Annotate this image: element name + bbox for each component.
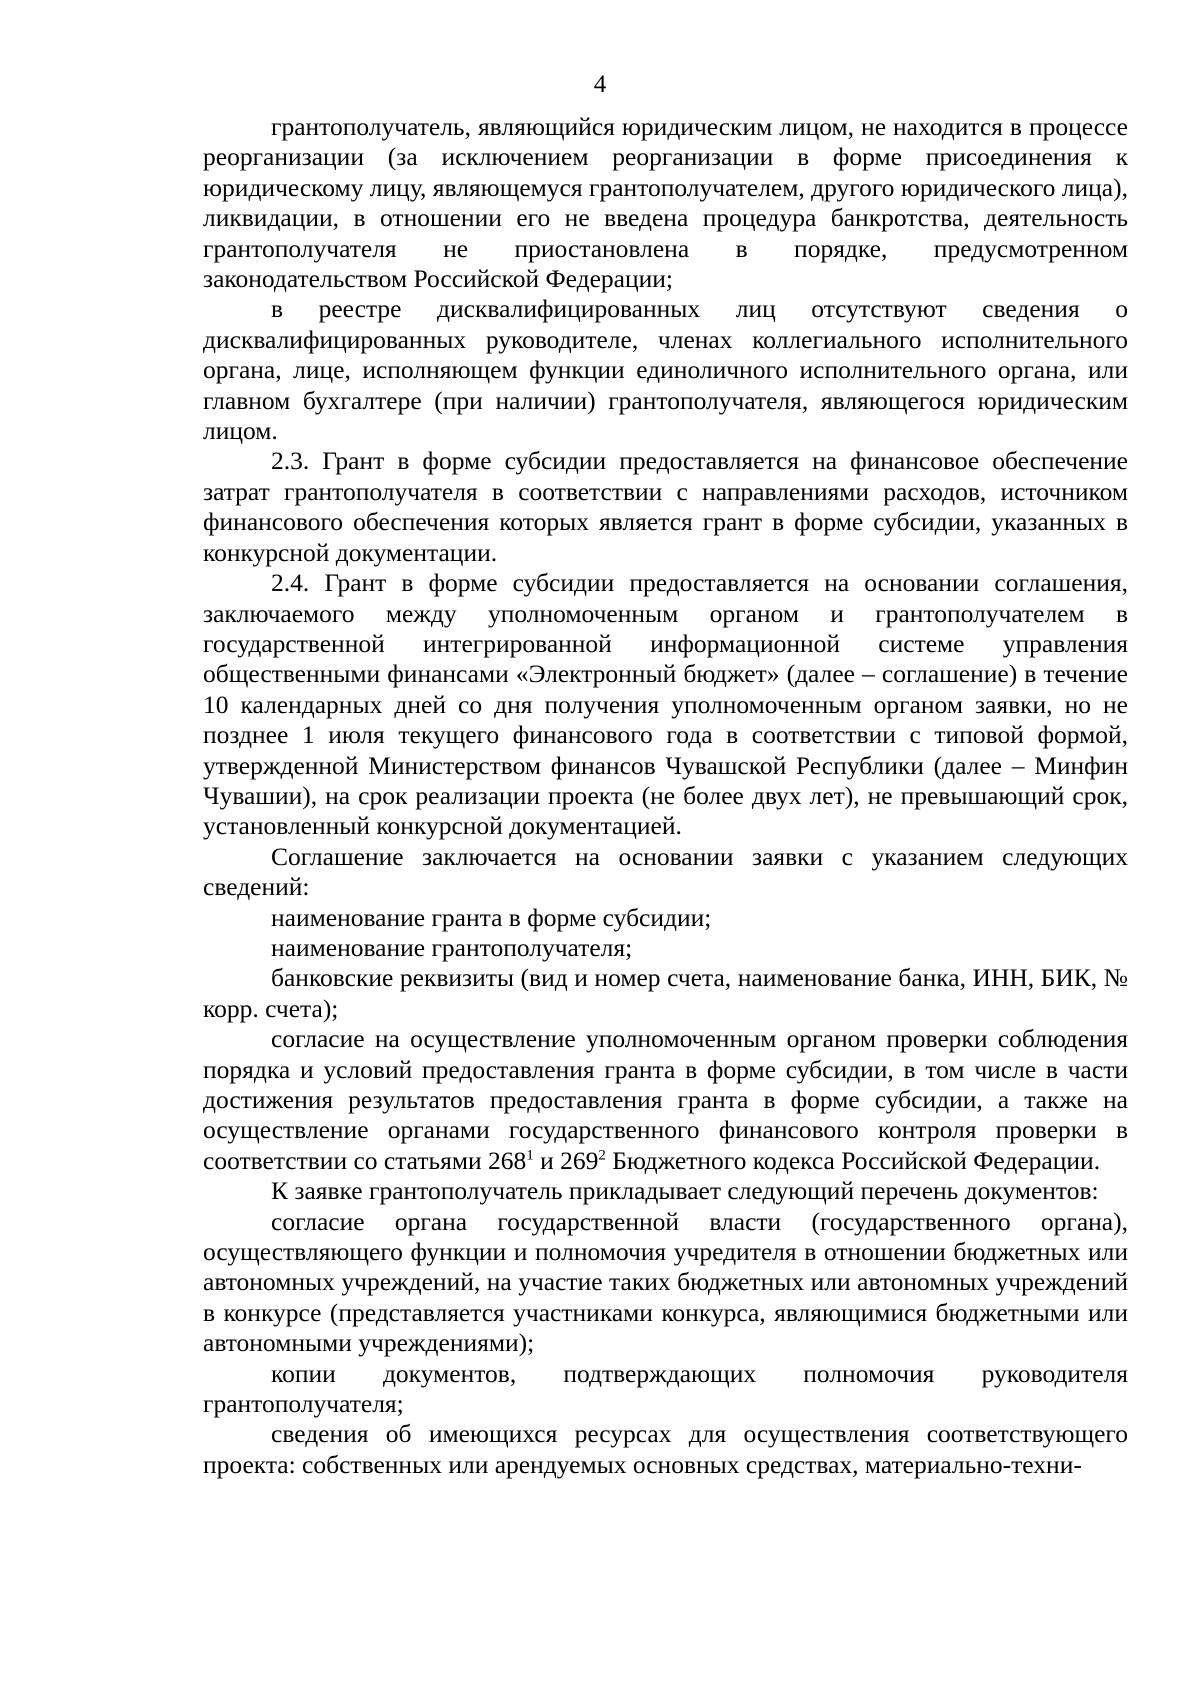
- article-269: 269: [560, 1145, 599, 1175]
- list-item-consent: [203, 1024, 1128, 1176]
- paragraph-reorganization: грантополучатель, являющийся юридическим лицом, не находится в процессе реорганизации (за исключением реорганизации в форме присоединения к юридическому лицу, являющемуся грантополучателем, другого юридического лица), ликвидации, в отношении его не введена процедура банкротства, деятельность грантополучателя не приостановлена в порядке, предусмотренном законодательством Российской Федерации;: [203, 112, 1128, 294]
- list-item-founder-consent: согласие органа государственной власти (государственного органа), осуществляющего функции и полномочия учредителя в отношении бюджетных или автономных учреждений, на участие таких бюджетных или автономных учреждений в конкурсе (представляется участниками конкурса, являющимися бюджетными или автономными учреждениями);: [203, 1206, 1128, 1358]
- paragraph-2-3: 2.3. Грант в форме субсидии предоставляется на финансовое обеспечение затрат грантополучателя в соответствии с направлениями расходов, источником финансового обеспечения которых является грант в форме субсидии, указанных в конкурсной документации.: [203, 446, 1128, 567]
- list-item-bank-details: банковские реквизиты (вид и номер счета, наименование банка, ИНН, БИК, № корр. счета);: [203, 963, 1128, 1023]
- consent-text-after: Бюджетного кодекса Российской Федерации.: [605, 1145, 1101, 1175]
- article-268-superscript: 1: [526, 1147, 534, 1164]
- list-item-authority-copies: копии документов, подтверждающих полномочия руководителя грантополучателя;: [203, 1358, 1128, 1419]
- body-text: [203, 112, 1128, 1480]
- article-269-superscript: 2: [598, 1147, 606, 1164]
- paragraph-agreement-basis: Соглашение заключается на основании заявки с указанием следующих сведений:: [203, 841, 1128, 902]
- page-number: 4: [593, 71, 607, 98]
- list-item-grant-name: наименование гранта в форме субсидии;: [271, 902, 712, 932]
- list-item-resources-info: сведения об имеющихся ресурсах для осуществления соответствующего проекта: собственных или арендуемых основных средствах, материально-техни-: [203, 1419, 1128, 1479]
- paragraph-disqualified-registry: в реестре дисквалифицированных лиц отсутствуют сведения о дисквалифицированных руководителе, членах коллегиального исполнительного органа, лице, исполняющем функции единоличного исполнительного органа, или главном бухгалтере (при наличии) грантополучателя, являющегося юридическим лицом.: [203, 294, 1128, 446]
- consent-text-before: согласие на осуществление уполномоченным органом проверки соблюдения порядка и условий предоставления гранта в форме субсидии, в том числе в части достижения результатов предоставления гранта в форме субсидии, а также на осуществление органами государственного финансового контроля проверки в соответствии со статьями: [203, 1024, 1128, 1175]
- paragraph-2-4: 2.4. Грант в форме субсидии предоставляется на основании соглашения, заключаемого между уполномоченным органом и грантополучателем в государственной интегрированной информационной системе управления общественными финансами «Электронный бюджет» (далее – соглашение) в течение 10 календарных дней со дня получения уполномоченным органом заявки, но не позднее 1 июля текущего финансового года в соответствии с типовой формой, утвержденной Министерством финансов Чувашской Республики (далее – Минфин Чувашии), на срок реализации проекта (не более двух лет), не превышающий срок, установленный конкурсной документацией.: [203, 568, 1128, 841]
- article-268: 268: [488, 1145, 527, 1175]
- list-item-recipient-name: наименование грантополучателя;: [271, 932, 633, 962]
- paragraph-attached-documents: К заявке грантополучатель прикладывает следующий перечень документов:: [271, 1176, 1099, 1206]
- consent-text-middle: и: [533, 1145, 561, 1175]
